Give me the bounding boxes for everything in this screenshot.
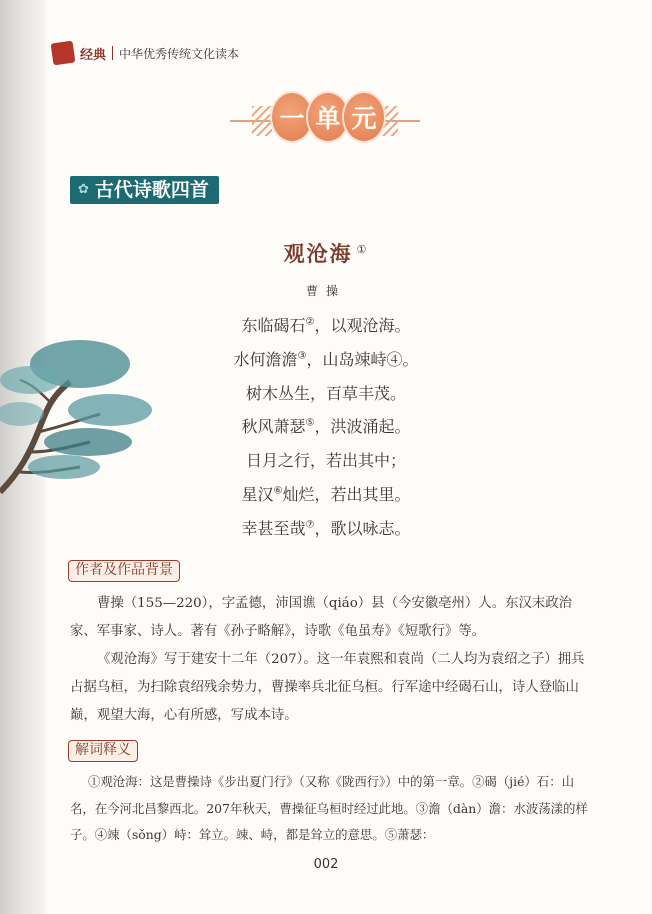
poem-title-text: 观沧海 [283, 241, 353, 266]
unit-char: 元 [344, 93, 384, 141]
header-divider [112, 46, 113, 60]
poem-lines [0, 309, 652, 546]
glossary-paragraph: ①观沧海：这是曹操诗《步出夏门行》（又称《陇西行》）中的第一章。②碣（jié）石：山名，在今河北昌黎西北。207年秋天，曹操征乌桓时经过此地。③澹（dàn）澹：水波荡漾的样子。④竦（sǒng）峙：耸立。竦、峙，都是耸立的意思。⑤萧瑟： [70, 774, 588, 842]
unit-char: 单 [308, 93, 348, 141]
page-header [52, 42, 239, 64]
poem-line [0, 478, 652, 512]
series-title: 中华优秀传统文化读本 [119, 46, 240, 61]
poem-title [0, 238, 652, 268]
unit-banner [230, 88, 420, 154]
poem-line-text: 树木丛生，百草丰茂。 [245, 383, 406, 403]
poem-title-note: ① [356, 243, 369, 256]
poem-line [0, 377, 652, 411]
logo-seal [51, 41, 76, 66]
glossary-heading: 解词释义 [68, 740, 138, 762]
poem-line-text: ，山岛竦峙④。 [306, 349, 419, 369]
unit-char: 一 [272, 93, 312, 141]
section-title [70, 176, 219, 204]
poem-line-text: 灿烂，若出其里。 [282, 484, 411, 504]
banner-stripes-left [252, 106, 272, 136]
poem-line [0, 444, 652, 478]
poem-line [0, 512, 652, 546]
poem-line-text: ，洪波涌起。 [314, 417, 411, 437]
poem-line-text: 水何澹澹 [233, 349, 298, 369]
logo-text: 经典 [80, 47, 107, 63]
poem-author: 曹操 [305, 284, 346, 298]
background-paragraph: 《观沧海》写于建安十二年（207）。这一年袁熙和袁尚（二人均为袁绍之子）拥兵占据乌桓，为扫除袁绍残余势力，曹操率兵北征乌桓。行军途中经碣石山，诗人登临山巅，观望大海，心有所感，写成本诗。 [70, 652, 585, 723]
poem-line-text: 东临碣石 [241, 316, 306, 335]
unit-title [272, 93, 380, 141]
poem-line [0, 343, 652, 377]
section-title-text: 古代诗歌四首 [94, 179, 209, 201]
glossary-text [70, 769, 590, 849]
poem-line [0, 309, 652, 343]
background-heading: 作者及作品背景 [68, 560, 180, 582]
footnote-marker: ⑦ [305, 519, 315, 531]
poem-line-text: 幸甚至哉 [241, 518, 306, 538]
background-paragraph: 曹操（155—220），字孟德，沛国谯（qiáo）县（今安徽亳州）人。东汉末政治家、军事家、诗人。著有《孙子略解》，诗歌《龟虽寿》《短歌行》等。 [70, 596, 573, 639]
background-text [70, 590, 590, 730]
poem-line [0, 410, 652, 444]
poem-line-text: 日月之行，若出其中； [245, 451, 406, 471]
footnote-marker: ② [305, 316, 315, 328]
page-number: 002 [313, 857, 339, 872]
poem-line-text: ，歌以咏志。 [314, 518, 411, 538]
footnote-marker: ③ [297, 350, 307, 362]
swirl-icon: ✿ [78, 182, 89, 197]
poem-line-text: ，以观沧海。 [314, 316, 411, 335]
poem-line-text: 星汉 [241, 484, 274, 504]
footnote-marker: ⑤ [305, 418, 315, 430]
footnote-marker: ⑥ [273, 485, 283, 497]
poem-line-text: 秋风萧瑟 [241, 417, 306, 437]
